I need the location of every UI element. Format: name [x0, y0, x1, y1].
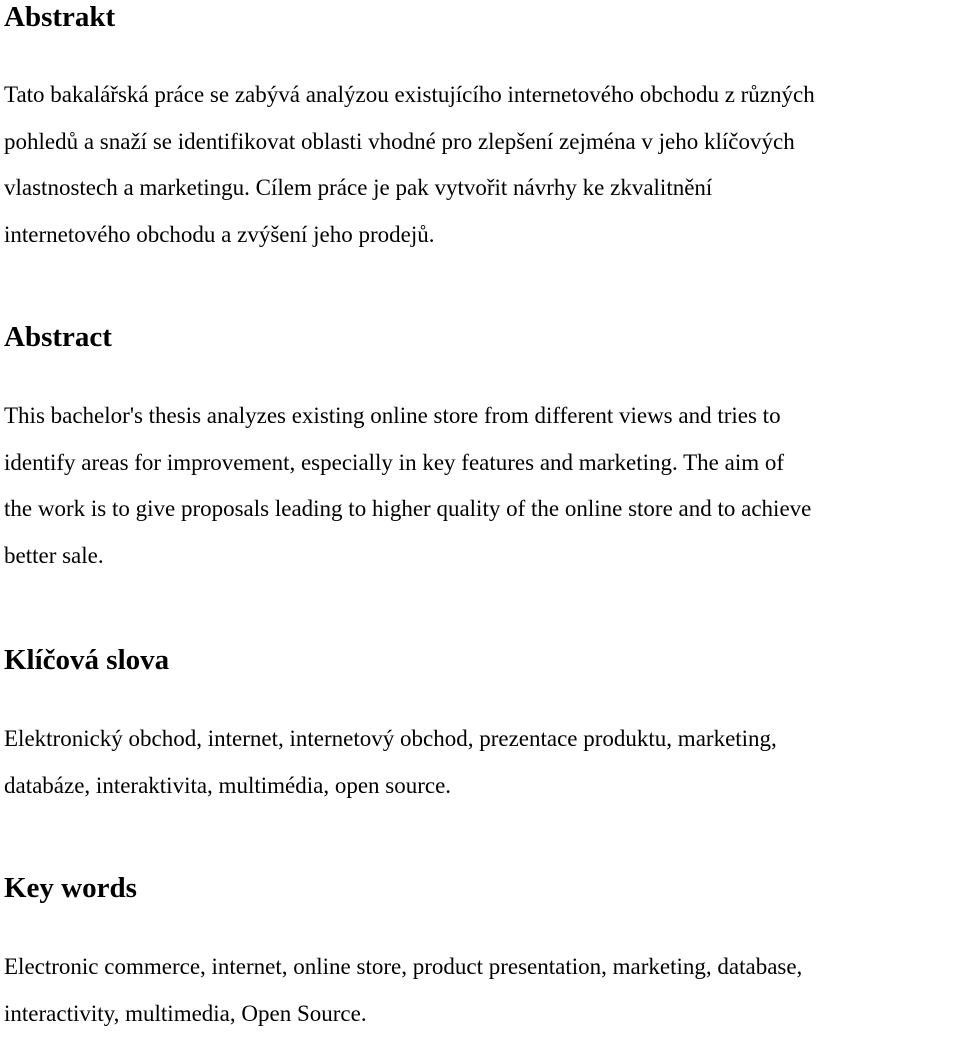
paragraph-abstract [4, 393, 811, 579]
heading-abstract: Abstract [4, 320, 112, 354]
text-line: Electronic commerce, internet, online store, product presentation, marketing, database, [4, 944, 802, 991]
text-line: Tato bakalářská práce se zabývá analýzou existujícího internetového obchodu z různých [4, 72, 815, 119]
text-line: internetového obchodu a zvýšení jeho prodejů. [4, 212, 815, 259]
text-line: pohledů a snaží se identifikovat oblasti vhodné pro zlepšení zejména v jeho klíčových [4, 119, 815, 166]
text-line: identify areas for improvement, especially in key features and marketing. The aim of [4, 440, 811, 487]
text-line: the work is to give proposals leading to higher quality of the online store and to achieve [4, 486, 811, 533]
paragraph-abstrakt [4, 72, 815, 258]
paragraph-klicova-slova [4, 716, 777, 809]
text-line: databáze, interaktivita, multimédia, open source. [4, 763, 777, 810]
text-line: better sale. [4, 533, 811, 580]
text-line: Elektronický obchod, internet, internetový obchod, prezentace produktu, marketing, [4, 716, 777, 763]
text-line: interactivity, multimedia, Open Source. [4, 991, 802, 1037]
paragraph-key-words [4, 944, 802, 1037]
heading-klicova-slova: Klíčová slova [4, 643, 169, 677]
heading-key-words: Key words [4, 871, 137, 905]
heading-abstrakt: Abstrakt [4, 0, 115, 34]
text-line: vlastnostech a marketingu. Cílem práce je pak vytvořit návrhy ke zkvalitnění [4, 165, 815, 212]
text-line: This bachelor's thesis analyzes existing online store from different views and tries to [4, 393, 811, 440]
